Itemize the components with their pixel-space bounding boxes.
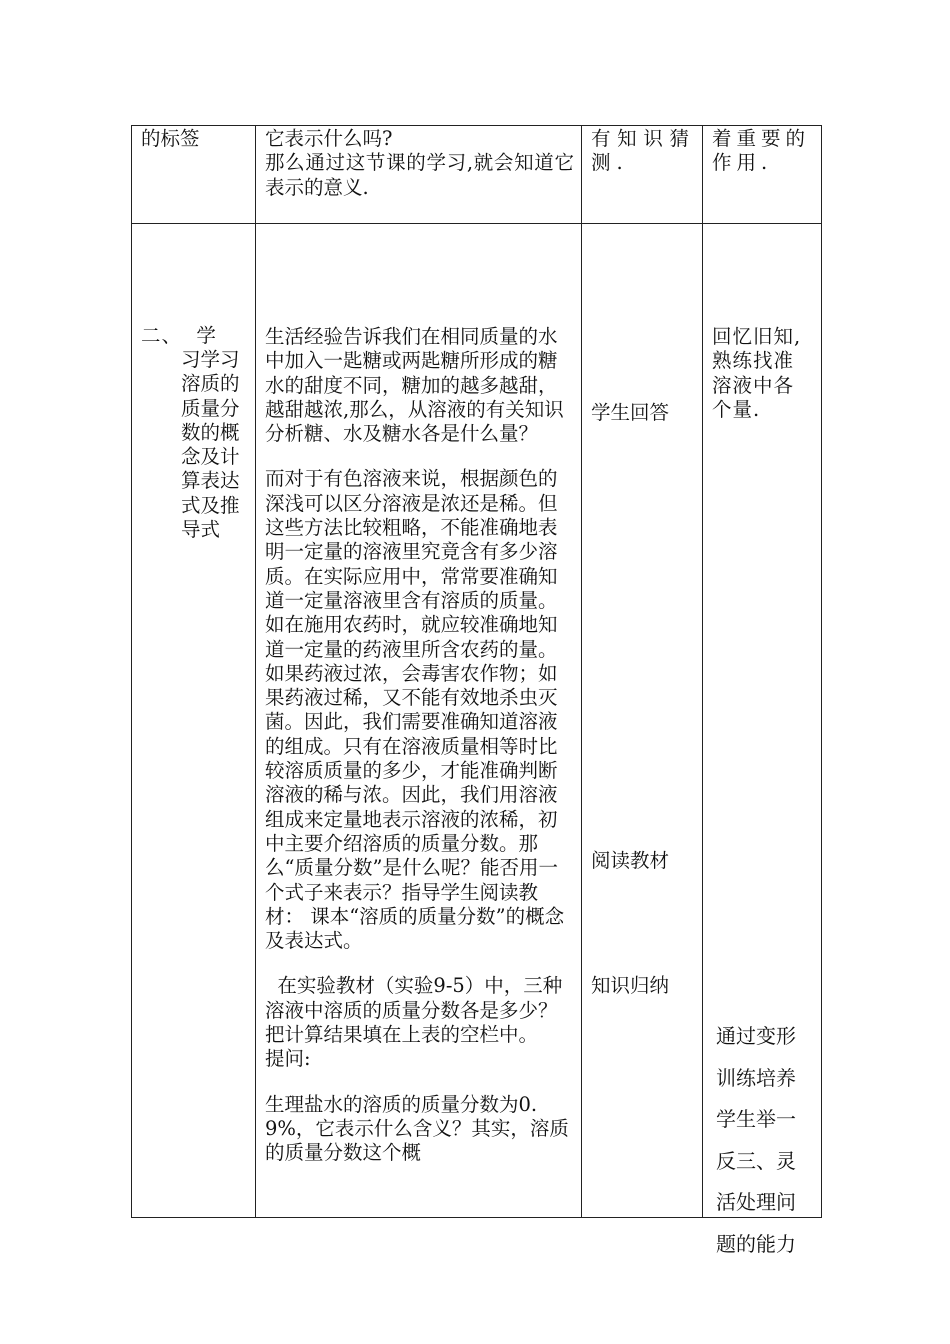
table-row bbox=[132, 224, 822, 1218]
table-cell bbox=[132, 126, 256, 224]
teacher-paragraph: 在实验教材（实验9-5）中，三种溶液中溶质的质量分数各是多少？把计算结果填在上表的空栏中。 bbox=[265, 974, 563, 1047]
teacher-paragraph: 而对于有色溶液来说，根据颜色的深浅可以区分溶液是浓还是稀。但这些方法比较粗略，不能准确地表明一定量的溶液里究竟含有多少溶质。在实际应用中，常常要准确知道一定量溶液里含有溶质的质量。如在施用农药时，就应较准确地知道一定量的药液里所含农药的量。如果药液过浓，会毒害农作物；如果药液过稀，又不能有效地杀虫灭菌。因此，我们需要准确知道溶液的组成。只有在溶液质量相等时比较溶质质量的多少，才能准确判断溶液的稀与浓。因此，我们用溶液组成来定量地表示溶液的浓稀，初中主要介绍溶质的质量分数。那么“质量分数”是什么呢？能否用一个式子来表示？指导学生阅读教材： 课本“溶质的质量分数”的概念及表达式。 bbox=[265, 467, 565, 953]
table-cell bbox=[132, 224, 256, 1218]
stage-heading: 习学习溶质的质量分数的概念及计算表达式及推导式 bbox=[181, 348, 240, 542]
teacher-activity-line: 它表示什么吗? bbox=[265, 127, 393, 150]
teacher-question-label: 提问: bbox=[265, 1047, 311, 1071]
table-cell bbox=[582, 224, 703, 1218]
teacher-paragraph: 生活经验告诉我们在相同质量的水中加入一匙糖或两匙糖所形成的糖水的甜度不同，糖加的越多越甜，越甜越浓,那么，从溶液的有关知识分析糖、水及糖水各是什么量？ bbox=[265, 325, 564, 446]
design-intent-training: 通过变形训练培养学生举一反三、灵活处理问题的能力 bbox=[716, 1024, 796, 1256]
lesson-plan-table bbox=[131, 125, 822, 1256]
student-activity-text: 有知识猜测. bbox=[591, 127, 695, 175]
teacher-activity-line: 那么通过这节课的学习,就会知道它表示的意义. bbox=[265, 151, 574, 199]
teacher-paragraph: 生理盐水的溶质的质量分数为0.9%，它表示什么含义？其实，溶质的质量分数这个概 bbox=[265, 1092, 569, 1165]
stage-heading-prefix: 二、 学 bbox=[141, 324, 217, 347]
table-cell bbox=[582, 126, 703, 224]
table-cell bbox=[703, 126, 822, 224]
student-activity-answer: 学生回答 bbox=[591, 401, 670, 424]
design-intent-text: 着重要的作用. bbox=[712, 127, 811, 175]
table-cell bbox=[703, 224, 822, 1256]
student-activity-summarize: 知识归纳 bbox=[591, 974, 670, 997]
stage-label-continued: 的标签 bbox=[141, 127, 200, 150]
table-row bbox=[132, 126, 822, 224]
table-cell bbox=[256, 224, 582, 1218]
table-cell bbox=[256, 126, 582, 224]
student-activity-read: 阅读教材 bbox=[591, 849, 670, 872]
design-intent-recall: 回忆旧知,熟练找准溶液中各个量. bbox=[712, 325, 802, 421]
